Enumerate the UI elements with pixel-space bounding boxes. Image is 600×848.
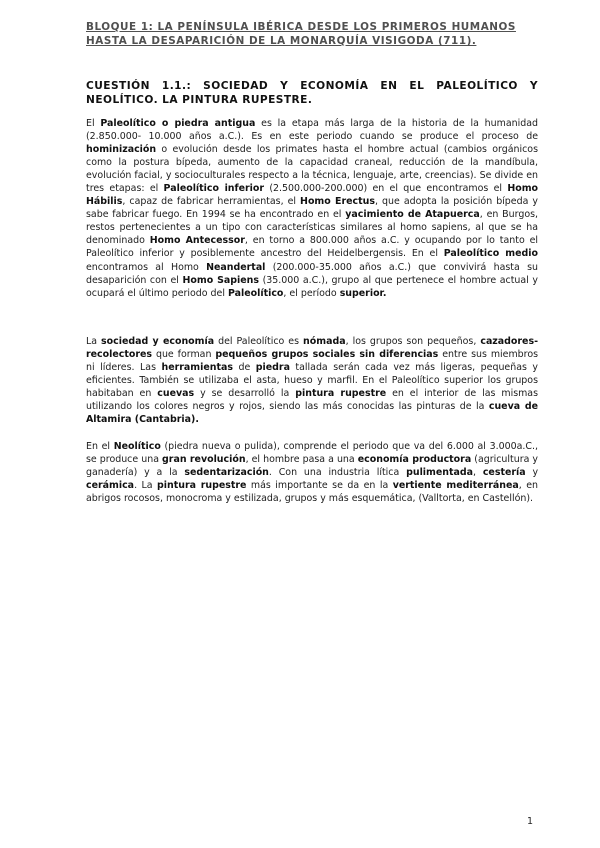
bold-term: economía productora (357, 454, 472, 466)
bold-term: hominización (86, 144, 157, 156)
paragraph-neolitico (86, 440, 538, 505)
text-run: En el (86, 441, 114, 452)
bold-term: sedentarización (184, 467, 269, 479)
bold-term: pequeños grupos sociales sin diferencias (215, 349, 439, 361)
bold-term: cuevas (157, 388, 195, 400)
text-run: (agricultura y ganadería) y a la (86, 454, 538, 479)
bold-term: cazadores-recolectores (86, 336, 538, 361)
text-run: (2.500.000-200.000) en el que encontramos el (264, 183, 508, 195)
text-run: El (86, 118, 101, 129)
bold-term: cestería (482, 467, 526, 479)
page-number: 1 (527, 816, 534, 827)
bold-term: Paleolítico medio (443, 248, 538, 260)
text-run: . Con una industria lítica (268, 467, 407, 479)
bold-term: sociedad y economía (101, 336, 215, 347)
text-run: , los grupos son pequeños, (345, 336, 481, 347)
bold-term: Homo Sapiens (182, 274, 259, 286)
paragraph-paleolitico (86, 117, 538, 300)
text-run: del Paleolítico es (214, 336, 304, 347)
bloque-heading-line-2: HASTA LA DESAPARICIÓN DE LA MONARQUÍA VISIGODA (711). (86, 35, 477, 47)
bold-term: herramientas (161, 362, 233, 374)
bold-term: nómada (303, 336, 346, 347)
text-run: (35.000 a.C.), grupo al que pertenece el hombre actual y ocupará el último periodo del (86, 274, 538, 299)
text-run: y (525, 467, 539, 479)
bold-term: superior. (339, 287, 387, 299)
text-run: encontramos al Homo (86, 261, 207, 273)
bold-term: Paleolítico o piedra antigua (100, 118, 256, 129)
bold-term: pintura rupestre (295, 388, 387, 400)
text-run: entre sus miembros ni líderes. Las (86, 349, 539, 374)
text-run: tallada serán cada vez más ligeras, pequeñas y eficientes. También se utilizaba el asta, hueso y marfil. En el Paleolítico superior los grupos habitaban en (86, 362, 538, 400)
text-run: más importante se da en la (246, 480, 393, 492)
cuestion-title: CUESTIÓN 1.1.: SOCIEDAD Y ECONOMÍA EN EL PALEOLÍTICO Y NEOLÍTICO. LA PINTURA RUPESTRE. (86, 80, 538, 106)
bold-term: Paleolítico (227, 287, 284, 299)
bold-term: Homo Erectus (300, 196, 375, 208)
bold-term: Neolítico (113, 441, 161, 452)
bold-term: pintura rupestre (157, 480, 247, 492)
text-run: y se desarrolló la (194, 388, 296, 400)
bold-term: gran revolución (162, 454, 246, 466)
text-run: . La (134, 480, 158, 492)
text-run: es la etapa más larga de la historia de la humanidad (2.850.000- 10.000 años a.C.). Es en este periodo cuando se produce el proceso de (86, 118, 538, 143)
bloque-heading (86, 20, 538, 48)
text-run: de (232, 362, 256, 374)
text-run: , en torno a 800.000 años a.C. y ocupando por lo tanto el Paleolítico inferior y posiblemente ancestro del Heidelbergensis. En el (86, 235, 539, 260)
text-run: , el hombre pasa a una (245, 454, 358, 466)
text-run: , capaz de fabricar herramientas, el (122, 196, 301, 208)
bold-term: vertiente mediterránea (392, 480, 519, 492)
text-run: La (86, 336, 102, 347)
text-run: , el período (283, 287, 340, 299)
bold-term: Neandertal (206, 261, 266, 273)
text-run: , (473, 467, 483, 479)
paragraph-sociedad-economia (86, 335, 538, 426)
text-run: , en abrigos rocosos, monocroma y estilizada, grupos y más esquemática, (Valltorta, en Castellón). (86, 480, 538, 505)
text-run: en el interior de las mismas utilizando los colores negros y rojos, siendo las más conocidas las pinturas de la (86, 388, 538, 413)
bold-term: Homo Antecessor (149, 235, 245, 247)
bold-term: piedra (255, 362, 290, 374)
bold-term: cerámica (86, 480, 135, 492)
bold-term: pulimentada (406, 467, 473, 479)
bold-term: yacimiento de Atapuerca (345, 209, 480, 221)
text-run: (200.000-35.000 años a.C.) que convivirá hasta su desaparición con el (86, 261, 538, 286)
text-run: (piedra nueva o pulida), comprende el periodo que va del 6.000 al 3.000a.C., se produce una (86, 441, 538, 466)
text-run: , en Burgos, restos pertenecientes a un tipo con características similares al homo sapiens, al que se ha denominado (86, 209, 539, 247)
text-run: que forman (152, 349, 216, 361)
bold-term: Homo Hábilis (86, 183, 539, 208)
bold-term: Paleolítico inferior (163, 183, 265, 195)
text-run: o evolución desde los primates hasta el hombre actual (cambios orgánicos como la postura bípeda, aumento de la capacidad craneal, reducción de la mandíbula, evolución facial, y socioculturales respecto a la técnica, lenguaje, arte, creencias). Se divide en tres etapas: el (86, 144, 538, 195)
text-run: , que adopta la posición bípeda y sabe fabricar fuego. En 1994 se ha encontrado en el (86, 196, 538, 221)
bold-term: cueva de Altamira (Cantabria). (86, 401, 538, 426)
bloque-heading-line-1: BLOQUE 1: LA PENÍNSULA IBÉRICA DESDE LOS PRIMEROS HUMANOS (86, 21, 516, 33)
